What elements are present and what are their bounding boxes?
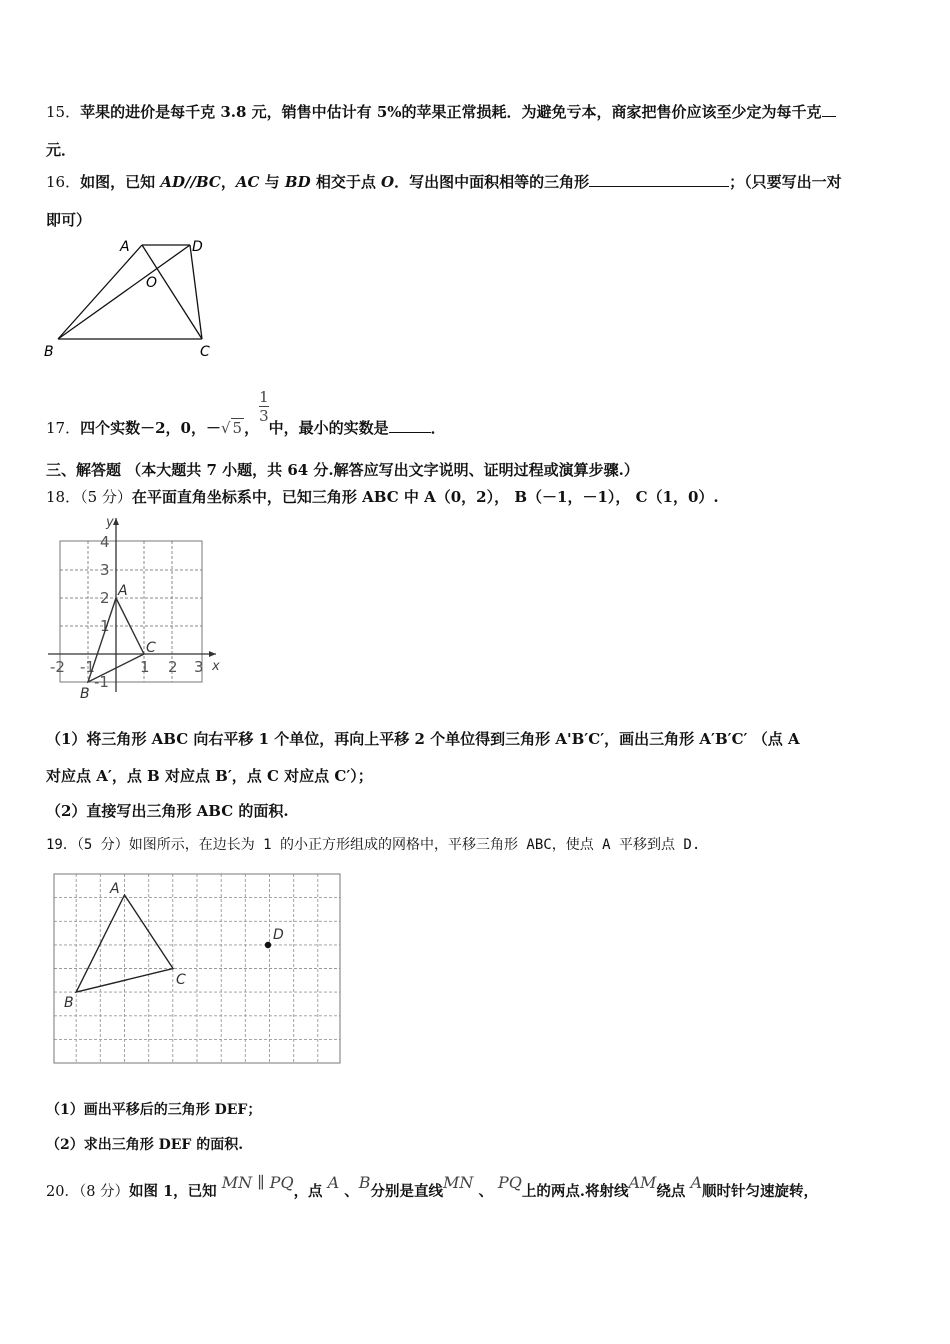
- q18-point-b: B: [80, 686, 90, 700]
- q20-math-b: B: [358, 1173, 371, 1192]
- q20-t1: ，点: [293, 1183, 328, 1200]
- q20-math-a: A: [327, 1173, 340, 1192]
- q20-line1: [46, 1173, 819, 1203]
- q15-line2: 元．: [46, 141, 77, 159]
- q18-y-tick-neg1: -1: [94, 673, 109, 691]
- q17-frac-num: 1: [259, 388, 269, 406]
- q19-sub1: [46, 1099, 261, 1121]
- q18-x-tick-neg2: -2: [50, 658, 65, 676]
- q18-x-tick-2: 2: [168, 658, 178, 676]
- q19-point-d-dot: [265, 942, 271, 948]
- q18-y-tick-3: 3: [100, 561, 110, 579]
- q16-figure: [40, 236, 230, 362]
- q16-number: 16．: [46, 173, 81, 191]
- q16-semi: ；（只要写出一对: [729, 173, 842, 191]
- q18-y-tick-2: 2: [100, 589, 110, 607]
- q19-label-a: A: [110, 881, 120, 897]
- q18-y-tick-4: 4: [100, 533, 110, 551]
- q20-t2: 、: [339, 1183, 359, 1200]
- q16-label-a: A: [120, 239, 130, 255]
- q18-x-tick-neg1: -1: [80, 658, 95, 676]
- q18-score: （5 分）: [80, 488, 132, 506]
- q16-ad: AD: [160, 173, 185, 191]
- sqrt-symbol-icon: √: [220, 419, 231, 437]
- q18-coordinate-figure: [44, 512, 229, 700]
- q15-line1: [46, 101, 836, 123]
- q20-t6: 绕点: [656, 1183, 691, 1200]
- q20-number: 20．: [46, 1184, 79, 1200]
- q16-o: O: [381, 173, 395, 191]
- q19-line1: [46, 834, 700, 856]
- q18-text: 在平面直角坐标系中，已知三角形 ABC 中 A（0，2）， B（－1，－1）， C（1，0）.: [131, 488, 719, 506]
- q18-line1: [46, 486, 719, 508]
- q18-y-label: y: [106, 515, 114, 530]
- q19-number: 19．: [46, 837, 77, 853]
- q17-answer-blank[interactable]: [389, 418, 431, 433]
- q18-y-tick-1: 1: [100, 617, 110, 635]
- q16-text-post: ．写出图中面积相等的三角形: [394, 173, 590, 191]
- q16-line1: [46, 171, 842, 193]
- q19-text: 如图所示，在边长为 1 的小正方形组成的网格中，平移三角形 ABC，使点 A 平移到点 D.: [128, 837, 701, 853]
- q20-math-mn-parallel-pq: MN ∥ PQ: [221, 1173, 294, 1192]
- q20-math-pq: PQ: [498, 1173, 522, 1192]
- q16-answer-blank[interactable]: [589, 172, 729, 187]
- q17-text-post: 中，最小的实数是: [268, 419, 389, 437]
- q20-t5: 上的两点.将射线: [521, 1183, 629, 1200]
- q20-text-pre: 如图 1，已知: [129, 1183, 222, 1200]
- q19-sub2-text: （2）求出三角形 DEF 的面积.: [46, 1137, 244, 1153]
- q18-sub1-line1: （1）将三角形 ABC 向右平移 1 个单位，再向上平移 2 个单位得到三角形 A'B′C′，画出三角形 A′B′C′ （点 A: [46, 730, 800, 748]
- q15-answer-blank[interactable]: [822, 102, 836, 117]
- q16-ac: AC: [235, 173, 260, 191]
- q20-math-am: AM: [628, 1173, 657, 1192]
- q19-sub2: [46, 1134, 243, 1156]
- q16-label-d: D: [192, 239, 203, 255]
- q17-comma: ，: [244, 419, 260, 437]
- q16-text-pre: 如图，已知: [80, 173, 161, 191]
- q20-score: （8 分）: [78, 1184, 130, 1200]
- q18-sub1-line2: 对应点 A′，点 B 对应点 B′，点 C 对应点 C′）；: [46, 767, 373, 785]
- q16-line2: 即可）: [46, 211, 92, 229]
- q16-bd: BD: [284, 173, 311, 191]
- q16-bc: BC: [195, 173, 221, 191]
- q16-label-c: C: [200, 344, 210, 360]
- q17-frac-den: 3: [259, 407, 269, 425]
- q17-sqrt-radicand: 5: [232, 419, 243, 437]
- q16-label-o: O: [146, 275, 158, 291]
- q15-number: 15．: [46, 103, 81, 121]
- q19-label-d: D: [273, 927, 284, 943]
- q16-comma: ，: [220, 173, 236, 191]
- q19-sub1-text: （1）画出平移后的三角形 DEF；: [46, 1102, 262, 1118]
- q19-label-b: B: [64, 995, 74, 1011]
- q20-t3: 分别是直线: [370, 1183, 444, 1200]
- q19-score: （5 分）: [76, 837, 129, 853]
- q16-and: 与: [259, 173, 285, 191]
- q18-x-label: x: [212, 659, 220, 674]
- section3-title: 三、解答题 （本大题共 7 小题，共 64 分.解答应写出文字说明、证明过程或演算步骤.）: [46, 461, 639, 479]
- q18-point-a: A: [118, 583, 128, 599]
- q17-number: 17．: [46, 419, 81, 437]
- q15-text: 苹果的进价是每千克 3.8 元，销售中估计有 5%的苹果正常损耗．为避免亏本，商家把售价应该至少定为每千克: [80, 103, 822, 121]
- q19-label-c: C: [176, 972, 186, 988]
- q17-fraction: [259, 388, 269, 425]
- q20-t7: 顺时针匀速旋转，: [702, 1183, 819, 1200]
- q17-line: [46, 388, 446, 439]
- q20-math-mn: MN: [443, 1173, 474, 1192]
- q18-x-tick-3: 3: [194, 658, 204, 676]
- q16-parallel: //: [184, 173, 196, 191]
- q18-x-tick-1: 1: [140, 658, 150, 676]
- q18-number: 18．: [46, 488, 81, 506]
- q18-point-c: C: [146, 640, 156, 656]
- q16-meet: 相交于点: [310, 173, 382, 191]
- q17-text-pre: 四个实数－2，0，－: [80, 419, 221, 437]
- q16-label-b: B: [44, 344, 54, 360]
- q18-sub2: （2）直接写出三角形 ABC 的面积.: [46, 802, 289, 820]
- q17-end: ．: [430, 419, 446, 437]
- q20-t4: 、: [473, 1183, 499, 1200]
- q20-math-a2: A: [690, 1173, 703, 1192]
- q19-grid-figure: [52, 872, 344, 1066]
